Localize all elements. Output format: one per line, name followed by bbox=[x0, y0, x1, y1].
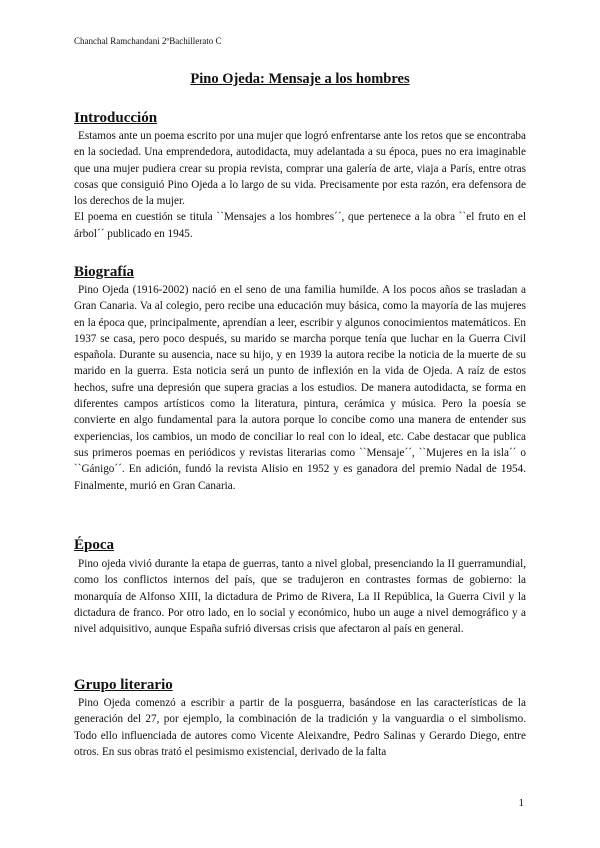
page-number: 1 bbox=[518, 797, 524, 809]
section-grupo-literario bbox=[74, 695, 526, 760]
document-title: Pino Ojeda: Mensaje a los hombres bbox=[190, 71, 410, 87]
heading-epoca: Época bbox=[74, 537, 115, 553]
section-introduccion bbox=[74, 128, 526, 242]
paragraph: El poema en cuestión se titula ``Mensajes a los hombres´´, que pertenece a la obra ``el fruto en el árbol´´ publicado en 1945. bbox=[74, 211, 526, 240]
paragraph: Pino Ojeda comenzó a escribir a partir de la posguerra, basándose en las características de la generación del 27, por ejemplo, la combinación de la tradición y la vanguardia o el simbolismo. Todo ello influenciada de autores como Vicente Aleixandre, Pedro Salinas y Gerardo Diego, entre otros. En sus obras trató el pesimismo existencial, derivado de la falta bbox=[74, 697, 526, 758]
paragraph: Pino Ojeda (1916-2002) nació en el seno de una familia humilde. A los pocos años se trasladan a Gran Canaria. Va al colegio, pero recibe una educación muy básica, como la mayoría de las mujeres en la época que, principalmente, aprendían a leer, escribir y algunos conocimientos matemáticos. En 1937 se casa, pero poco después, su marido se marcha porque tenía que luchar en la Guerra Civil española. Durante su ausencia, nace su hijo, y en 1939 la autora recibe la noticia de la muerte de su marido en la guerra. Esta noticia será un punto de inflexión en la vida de Ojeda. A raíz de estos hechos, sufre una depresión que supera gracias a los estudios. De manera autodidacta, se forma en diferentes campos artísticos como la literatura, pintura, cerámica y música. Pero la poesía se convierte en algo fundamental para la autora porque lo concibe como una manera de entender sus experiencias, los cambios, un modo de conciliar lo real con lo ideal, etc. Cabe destacar que publica sus primeros poemas en periódicos y revistas literarias como ``Mensaje´´, ``Mujeres en la isla´´ o ``Gánigo´´. En adición, fundó la revista Alisio en 1952 y es ganadora del premio Nadal de 1954. Finalmente, murió en Gran Canaria. bbox=[74, 284, 526, 492]
heading-introduccion: Introducción bbox=[74, 110, 158, 126]
paragraph: Pino ojeda vivió durante la etapa de guerras, tanto a nivel global, presenciando la II guerramundial, como los conflictos internos del país, que se tradujeron en contrastes formas de gobierno: la monarquía de Alfonso XIII, la dictadura de Primo de Rivera, La II República, la Guerra Civil y la dictadura de franco. Por otro lado, en lo social y económico, hubo un auge a nivel demográfico y a nivel adquisitivo, aunque España sufrió diversas crisis que afectaron al país en general. bbox=[74, 558, 526, 636]
paragraph: Estamos ante un poema escrito por una mujer que logró enfrentarse ante los retos que se encontraba en la sociedad. Una emprendedora, autodidacta, muy adelantada a su época, pues no era imaginable que una mujer pudiera crear su propia revista, comprar una galería de arte, viaja a París, entre otras cosas que consiguió Pino Ojeda a lo largo de su vida. Precisamente por esta razón, era defensora de los derechos de la mujer. bbox=[74, 130, 526, 208]
page-header: Chanchal Ramchandani 2ºBachillerato C bbox=[74, 36, 222, 46]
section-biografia bbox=[74, 282, 526, 494]
heading-biografia: Biografía bbox=[74, 264, 134, 280]
heading-grupo-literario: Grupo literario bbox=[74, 677, 173, 693]
section-epoca bbox=[74, 556, 526, 637]
